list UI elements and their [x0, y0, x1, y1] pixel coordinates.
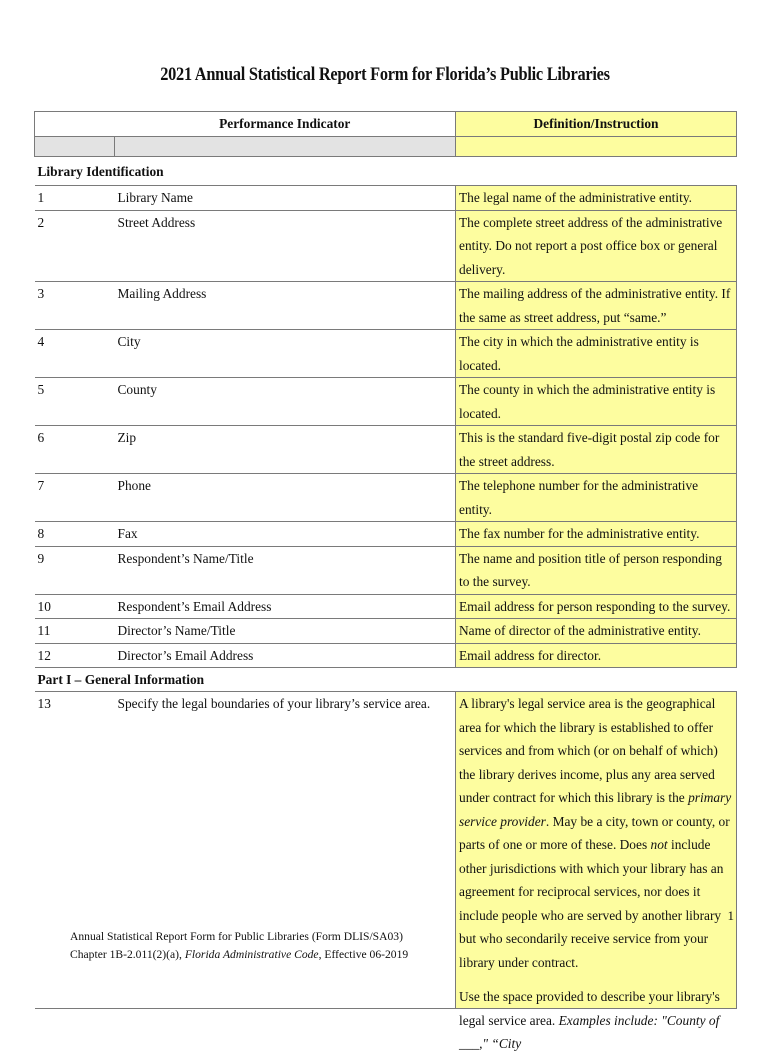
page-footer: [70, 928, 408, 964]
row-indicator: Zip: [115, 426, 456, 474]
row-definition: The mailing address of the administrative entity. If the same as street address, put “same.”: [456, 282, 737, 330]
footer-line-2: Chapter 1B-2.011(2)(a), Florida Administrative Code, Effective 06-2019: [70, 948, 409, 961]
section-part-1: [35, 668, 737, 692]
row-indicator: Director’s Name/Title: [115, 619, 456, 644]
row-number: 2: [35, 210, 115, 282]
table-header-row: [35, 112, 737, 137]
table-row: [35, 378, 737, 426]
row-indicator: Director’s Email Address: [115, 643, 456, 668]
table-row: [35, 546, 737, 594]
header-indicator: Performance Indicator: [115, 112, 456, 137]
row-definition: Email address for person responding to the survey.: [456, 594, 737, 619]
table-row: [35, 474, 737, 522]
row-number: 13: [35, 692, 115, 1009]
row-indicator: Respondent’s Name/Title: [115, 546, 456, 594]
row-definition: The name and position title of person responding to the survey.: [456, 546, 737, 594]
row-definition: The county in which the administrative entity is located.: [456, 378, 737, 426]
row-indicator: County: [115, 378, 456, 426]
row-definition: The telephone number for the administrative entity.: [456, 474, 737, 522]
definition-text: [459, 692, 733, 1051]
row-definition: Email address for director.: [456, 643, 737, 668]
table-row: [35, 522, 737, 547]
row-number: 12: [35, 643, 115, 668]
row-number: 4: [35, 330, 115, 378]
row-indicator: Respondent’s Email Address: [115, 594, 456, 619]
row-indicator: Street Address: [115, 210, 456, 282]
definition-paragraph-1: A library's legal service area is the geographical area for which the library is established to offer services and from which (or on behalf of which) the library derives income, plus any area served under contract for which this library is the primary service provider. May be a city, town or county, or parts of one or more of these. Does not include other jurisdictions with which your library has an agreement for reciprocal services, nor does it include people who are served by another library but who secondarily receive service from your library under contract.: [459, 696, 732, 970]
row-definition: This is the standard five-digit postal zip code for the street address.: [456, 426, 737, 474]
row-number: 5: [35, 378, 115, 426]
row-indicator: Fax: [115, 522, 456, 547]
page-number: 1: [727, 908, 734, 923]
table-row: [35, 426, 737, 474]
section-heading: Part I – General Information: [35, 668, 737, 692]
page-title: 2021 Annual Statistical Report Form for Florida’s Public Libraries: [160, 64, 610, 85]
row-number: 1: [35, 186, 115, 211]
row-indicator: Library Name: [115, 186, 456, 211]
table-row: [35, 330, 737, 378]
header-definition: Definition/Instruction: [456, 112, 737, 137]
report-form-table: [34, 111, 737, 1051]
table-row: [35, 594, 737, 619]
table-row: [35, 643, 737, 668]
row-definition: The complete street address of the administrative entity. Do not report a post office box or general delivery.: [456, 210, 737, 282]
section-library-identification: [35, 157, 737, 186]
row-indicator: Specify the legal boundaries of your library’s service area.: [115, 692, 456, 1009]
row-number: 3: [35, 282, 115, 330]
section-heading: Library Identification: [35, 157, 737, 186]
row-indicator: Phone: [115, 474, 456, 522]
definition-paragraph-2: Use the space provided to describe your library's legal service area. Examples include: "County of ___," “City: [459, 989, 720, 1051]
row-definition: The legal name of the administrative entity.: [456, 186, 737, 211]
row-number: 11: [35, 619, 115, 644]
gray-spacer-row: [35, 137, 737, 157]
header-number-cell: [35, 112, 115, 137]
row-number: 6: [35, 426, 115, 474]
row-definition: [456, 692, 737, 1051]
row-indicator: Mailing Address: [115, 282, 456, 330]
footer-line-1: Annual Statistical Report Form for Public Libraries (Form DLIS/SA03): [70, 930, 403, 943]
row-number: 7: [35, 474, 115, 522]
table-row: [35, 282, 737, 330]
row-definition: The city in which the administrative entity is located.: [456, 330, 737, 378]
table-row: [35, 210, 737, 282]
row-number: 9: [35, 546, 115, 594]
table-row: [35, 619, 737, 644]
row-definition: The fax number for the administrative entity.: [456, 522, 737, 547]
table-row: [35, 186, 737, 211]
row-indicator: City: [115, 330, 456, 378]
row-number: 8: [35, 522, 115, 547]
row-number: 10: [35, 594, 115, 619]
row-definition: Name of director of the administrative entity.: [456, 619, 737, 644]
